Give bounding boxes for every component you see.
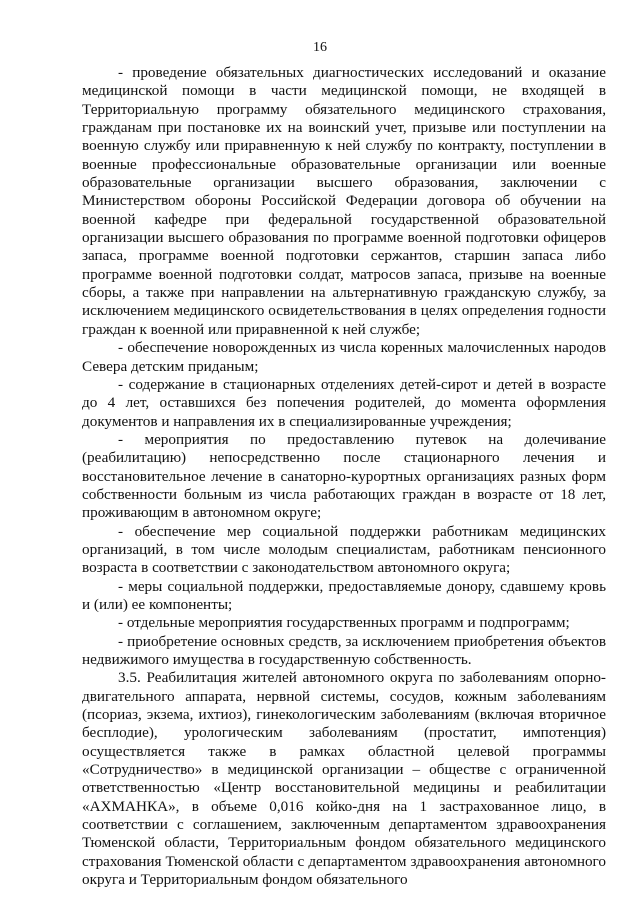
paragraph-section-3-5: 3.5. Реабилитация жителей автономного округа по заболеваниям опорно-двигательного аппарата, нервной системы, сосудов, кожным заболеваниям (псориаз, экзема, ихтиоз), гинекологическим заболеваниям (включая вторичное бесплодие), урологическим заболеваниям (простатит, импотенция) осуществляется также в рамках областной целевой программы «Сотрудничество» в медицинской организации – обществе с ограниченной ответственностью «Центр восстановительной медицины и реабилитации «АХМАНКА», в объеме 0,016 койко-дня на 1 застрахованное лицо, в соответствии с соглашением, заключенным департаментом здравоохранения Тюменской области, Территориальным фондом обязательного медицинского страхования Тюменской области с департаментом здравоохранения автономного округа и Территориальным фондом обязательного (82, 669, 606, 889)
page-number: 16 (313, 40, 327, 55)
paragraph-fixed-assets: - приобретение основных средств, за исключением приобретения объектов недвижимого имущества в государственную собственность. (82, 632, 606, 668)
paragraph-orphans: - содержание в стационарных отделениях детей-сирот и детей в возрасте до 4 лет, оставшихся без попечения родителей, до момента оформления документов и направления их в специализированные учреждения; (82, 375, 606, 430)
document-body (82, 64, 606, 889)
paragraph-state-programs: - отдельные мероприятия государственных программ и подпрограмм; (118, 614, 570, 632)
paragraph-newborns: - обеспечение новорожденных из числа коренных малочисленных народов Севера детским приданым; (82, 339, 606, 375)
paragraph-social-support: - обеспечение мер социальной поддержки работникам медицинских организаций, в том числе молодым специалистам, работникам пенсионного возраста в соответствии с законодательством автономного округа; (82, 522, 606, 577)
paragraph-rehabilitation-vouchers: - мероприятия по предоставлению путевок на долечивание (реабилитацию) непосредственно после стационарного лечения и восстановительное лечение в санаторно-курортных организациях разных форм собственности больным из числа работающих граждан в возрасте от 18 лет, проживающим в автономном округе; (82, 430, 606, 522)
paragraph-diagnostics: - проведение обязательных диагностических исследований и оказание медицинской помощи в части медицинской помощи, не входящей в Территориальную программу обязательного медицинского страхования, гражданам при постановке их на воинский учет, призыве или поступлении на военную службу или приравненную к ней службу по контракту, поступлении в военные профессиональные образовательные организации или военные образовательные организации высшего образования, заключении с Министерством обороны Российской Федерации договора об обучении на военной кафедре при федеральной государственной образовательной организации высшего образования по программе военной подготовки офицеров запаса, программе военной подготовки сержантов, старшин запаса либо программе военной подготовки солдат, матросов запаса, призыве на военные сборы, а также при направлении на альтернативную гражданскую службу, за исключением медицинского освидетельствования в целях определения годности граждан к военной или приравненной к ней службе; (82, 64, 606, 338)
paragraph-donors: - меры социальной поддержки, предоставляемые донору, сдавшему кровь и (или) ее компоненты; (82, 577, 606, 613)
